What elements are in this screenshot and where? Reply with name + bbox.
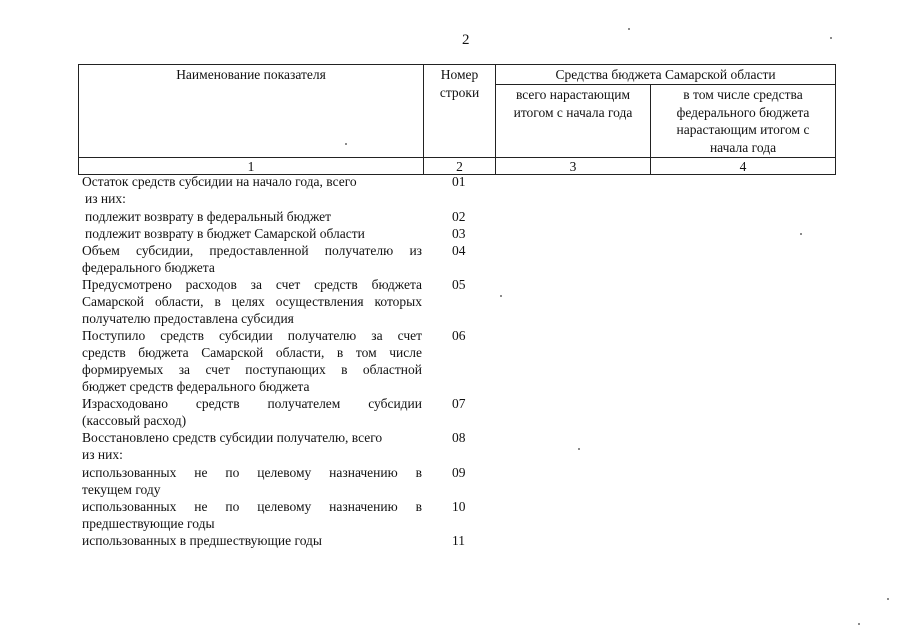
row-label: [82, 429, 422, 463]
column-number-1: 1: [79, 158, 424, 175]
row-label: [82, 173, 422, 207]
row-label-line: из них:: [85, 191, 126, 206]
row-label-line: Поступило средств субсидии получателю за счет: [82, 328, 422, 343]
row-code: 05: [452, 277, 466, 292]
table-row: [82, 208, 502, 225]
column-header-total: всего нарастающим итогом с начала года: [496, 85, 651, 158]
scan-speck: [628, 28, 630, 30]
scan-speck: [345, 143, 347, 145]
table-row: [82, 532, 502, 549]
row-label-line: текущем году: [82, 482, 161, 497]
scan-speck: [500, 295, 502, 297]
row-code: 08: [452, 430, 466, 445]
row-label-line: подлежит возврату в федеральный бюджет: [85, 209, 331, 224]
row-label-line: Самарской области, в целях осуществления которых: [82, 294, 422, 309]
row-label-line: бюджет средств федерального бюджета: [82, 379, 310, 394]
table-row: [82, 242, 502, 276]
row-label: [82, 464, 422, 498]
row-label: [82, 225, 422, 242]
row-label: [82, 395, 422, 429]
row-label-line: (кассовый расход): [82, 413, 187, 428]
row-label-line: Восстановлено средств субсидии получателю, всего: [82, 430, 383, 445]
column-number-4: 4: [651, 158, 836, 175]
table-row: [82, 225, 502, 242]
row-label-line: использованных не по целевому назначению в: [82, 499, 422, 514]
column-header-federal: в том числе средства федерального бюджета нарастающим итогом с начала года: [651, 85, 836, 158]
row-code: 02: [452, 209, 466, 224]
row-code: 07: [452, 396, 466, 411]
row-label: [82, 498, 422, 532]
table-row: [82, 498, 502, 532]
table-row: [82, 327, 502, 395]
indicator-rows: [82, 173, 502, 549]
row-code: 01: [452, 174, 466, 189]
column-header-budget: Средства бюджета Самарской области: [496, 65, 836, 85]
column-header-line-number: Номер строки: [424, 65, 496, 158]
column-number-3: 3: [496, 158, 651, 175]
row-code: 09: [452, 465, 466, 480]
row-label-line: федерального бюджета: [82, 260, 215, 275]
table-row: [82, 276, 502, 327]
row-label-line: средств бюджета Самарской области, в том числе: [82, 345, 422, 360]
header-table: [78, 64, 836, 175]
row-label-line: Предусмотрено расходов за счет средств бюджета: [82, 277, 422, 292]
row-label-line: формируемых за счет поступающих в областной: [82, 362, 422, 377]
row-label: [82, 532, 422, 549]
row-code: 06: [452, 328, 466, 343]
column-header-name: Наименование показателя: [79, 65, 424, 158]
table-row: [82, 395, 502, 429]
row-label-line: Израсходовано средств получателем субсидии: [82, 396, 422, 411]
scan-speck: [858, 623, 860, 625]
row-label-line: подлежит возврату в бюджет Самарской области: [85, 226, 365, 241]
table-row: [82, 464, 502, 498]
scan-speck: [887, 598, 889, 600]
page-number: 2: [462, 32, 470, 48]
scan-speck: [800, 233, 802, 235]
table-row: [82, 173, 502, 208]
row-label-line: предшествующие годы: [82, 516, 215, 531]
row-label-line: Остаток средств субсидии на начало года, всего: [82, 174, 357, 189]
row-code: 11: [452, 533, 465, 548]
row-label-line: Объем субсидии, предоставленной получателю из: [82, 243, 422, 258]
row-label-line: использованных не по целевому назначению в: [82, 465, 422, 480]
row-label: [82, 276, 422, 327]
column-number-2: 2: [424, 158, 496, 175]
row-code: 03: [452, 226, 466, 241]
row-label-line: получателю предоставлена субсидия: [82, 311, 294, 326]
row-label-line: из них:: [82, 447, 123, 462]
row-label: [82, 242, 422, 276]
row-code: 10: [452, 499, 466, 514]
row-label: [82, 208, 422, 225]
table-row: [82, 429, 502, 464]
row-label-line: использованных в предшествующие годы: [82, 533, 323, 548]
row-code: 04: [452, 243, 466, 258]
row-label: [82, 327, 422, 395]
scan-speck: [830, 37, 832, 39]
scan-speck: [578, 448, 580, 450]
